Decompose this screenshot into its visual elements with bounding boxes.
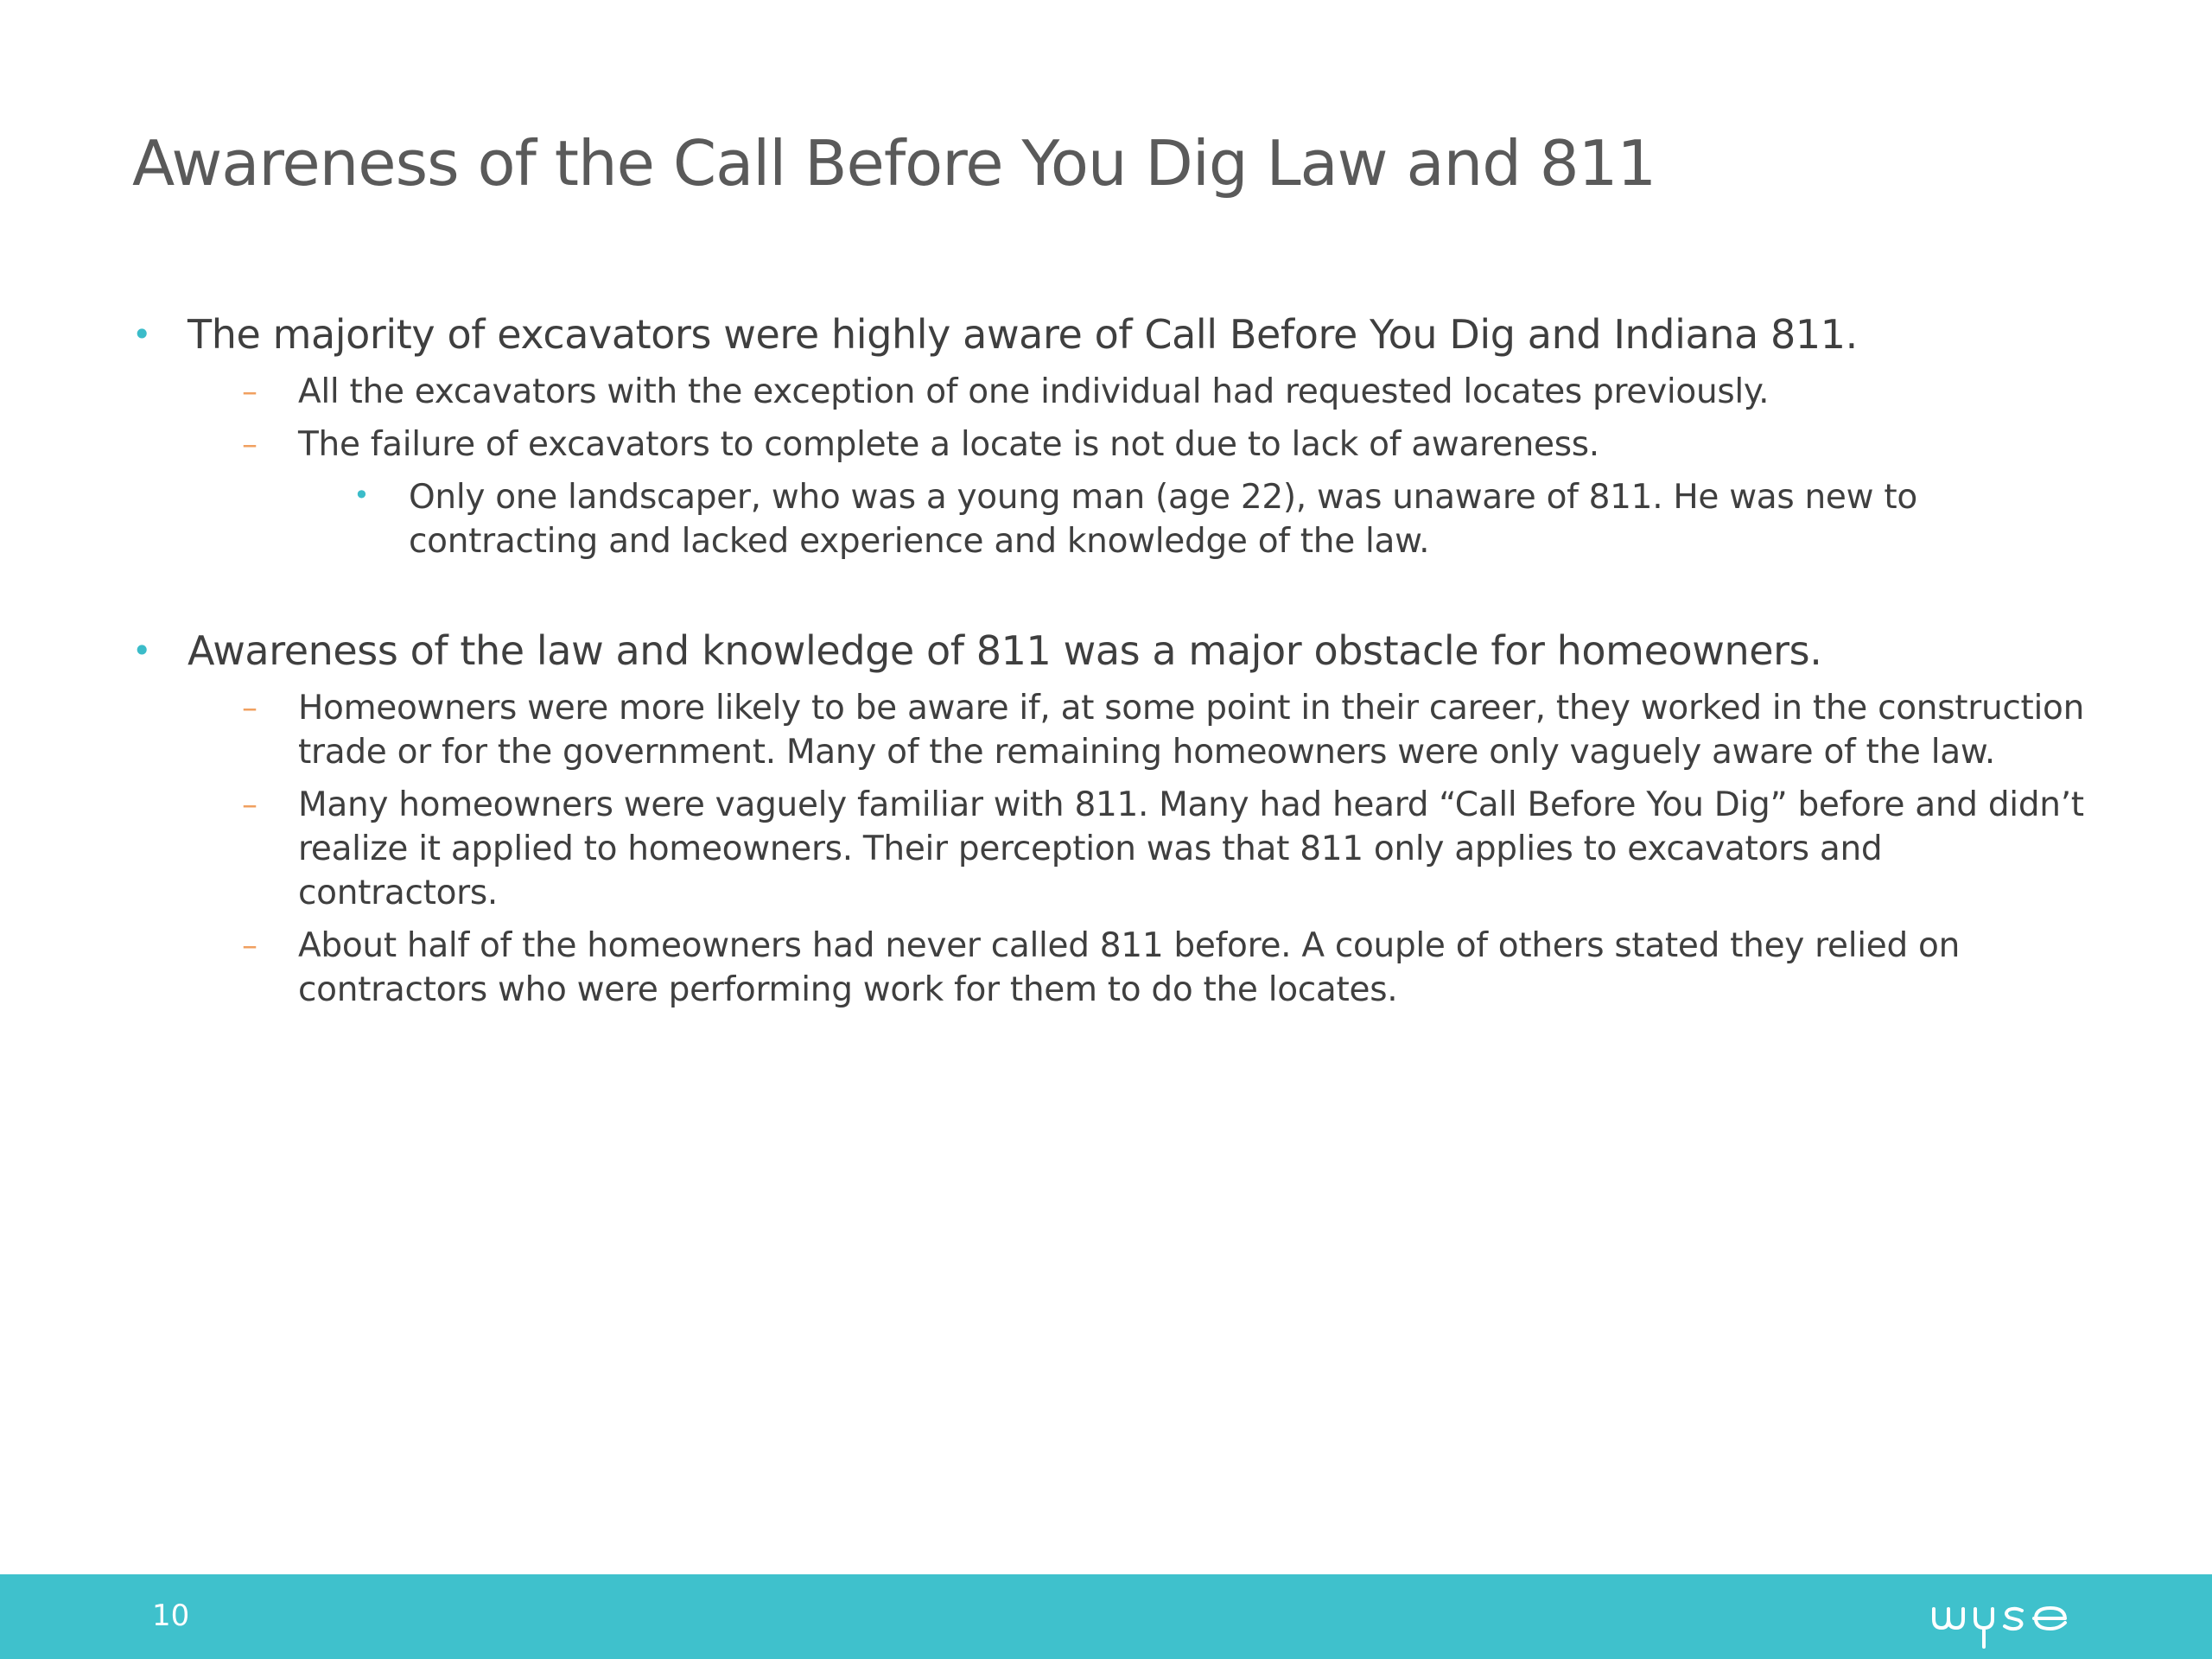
slide-content — [132, 308, 2085, 1012]
bullet-text: Only one landscaper, who was a young man (age 22), was unaware of 811. He was new to contracting and lacked experience and knowledge of the law. — [409, 478, 1917, 561]
bullet-icon: • — [132, 315, 152, 353]
dash-icon: – — [242, 787, 257, 823]
bullet-level2 — [132, 370, 2085, 414]
slide-title: Awareness of the Call Before You Dig Law and 811 — [132, 127, 1656, 200]
bullet-level2 — [132, 686, 2085, 774]
bullet-level2 — [132, 783, 2085, 915]
bullet-text: Homeowners were more likely to be aware if, at some point in their career, they worked in the construction trade or for the government. Many of the remaining homeowners were only vaguely aware of the law. — [298, 689, 2085, 772]
bullet-icon: • — [132, 632, 152, 670]
bullet-text: All the excavators with the exception of one individual had requested locates previously. — [298, 372, 1770, 411]
bullet-text: About half of the homeowners had never called 811 before. A couple of others stated they relied on contractors who were performing work for them to do the locates. — [298, 926, 1961, 1009]
footer-bar — [0, 1574, 2212, 1659]
bullet-text: The majority of excavators were highly aware of Call Before You Dig and Indiana 811. — [188, 311, 1858, 358]
page-number: 10 — [152, 1599, 190, 1633]
spacer — [132, 563, 2085, 624]
bullet-level2 — [132, 924, 2085, 1012]
dash-icon: – — [242, 374, 257, 410]
dash-icon: – — [242, 690, 257, 726]
dash-icon: – — [242, 427, 257, 462]
bullet-level1 — [132, 624, 2085, 677]
bullet-level2 — [132, 423, 2085, 467]
dash-icon: – — [242, 928, 257, 963]
bullet-level1 — [132, 308, 2085, 361]
wyse-logo-icon — [1929, 1590, 2075, 1650]
bullet-text: Awareness of the law and knowledge of 811 was a major obstacle for homeowners. — [188, 627, 1822, 674]
bullet-text: The failure of excavators to complete a locate is not due to lack of awareness. — [298, 425, 1599, 464]
bullet-text: Many homeowners were vaguely familiar with 811. Many had heard “Call Before You Dig” before and didn’t realize it applied to homeowners. Their perception was that 811 only applies to excavators and contractors. — [298, 785, 2084, 912]
bullet-icon: • — [353, 479, 370, 512]
bullet-level3 — [132, 475, 2085, 563]
